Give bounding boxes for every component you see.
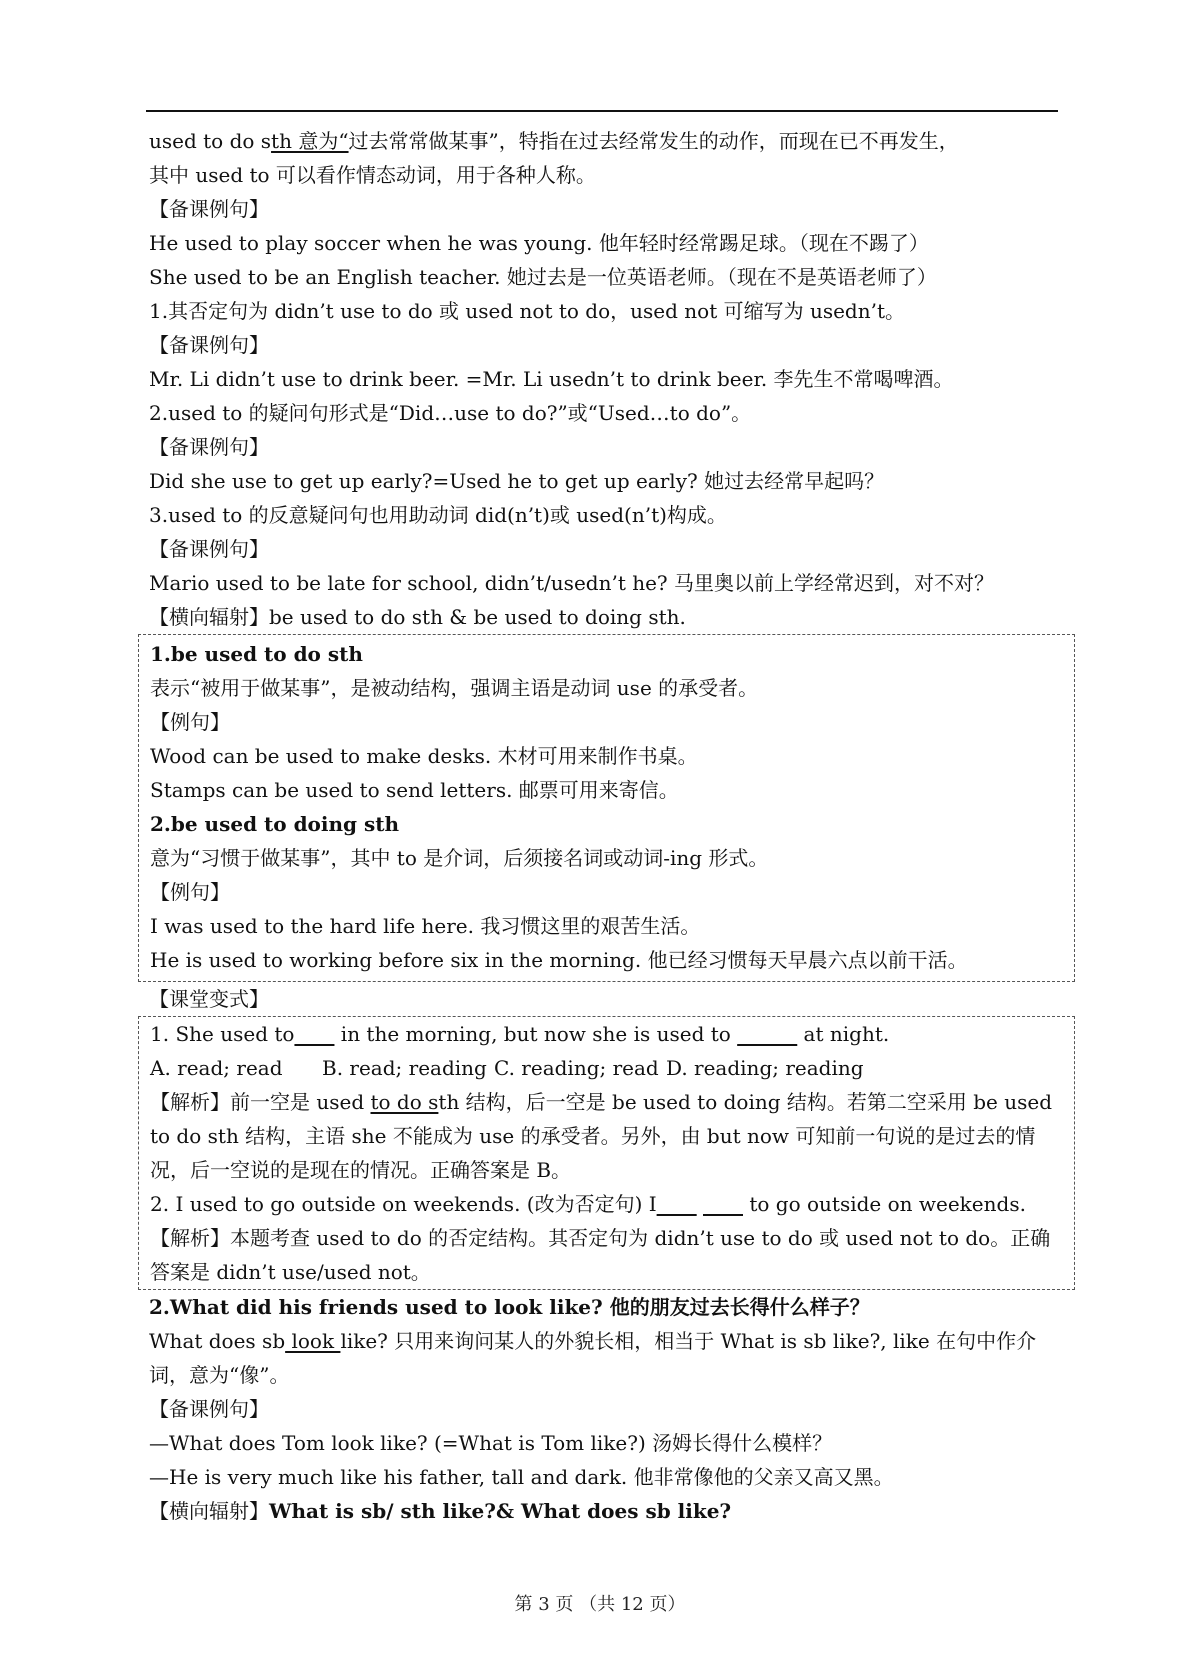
example-sentence: Stamps can be used to send letters. 邮票可用来寄信。	[150, 778, 679, 802]
example-sentence: Mario used to be late for school, didn’t/usedn’t he? 马里奥以前上学经常迟到，对不对？	[149, 571, 995, 595]
question-2	[150, 1187, 1064, 1221]
text-span: 【横向辐射】	[149, 1499, 269, 1523]
text-span: at night.	[797, 1022, 890, 1046]
dialogue-line: —He is very much like his father, tall and dark. 他非常像他的父亲又高又黑。	[149, 1465, 894, 1489]
blank: ____	[294, 1022, 335, 1046]
text-span: 2. I used to go outside on weekends. (改为否定句) I	[150, 1192, 657, 1216]
option-a: A. read; read	[150, 1056, 283, 1080]
underlined-text: to do s	[370, 1090, 439, 1114]
text-span: like? 只用来询问某人的外貌长相，相当于 What is sb like?, like 在句中作介词，意为“像”。	[149, 1329, 1037, 1387]
section-label: 【例句】	[150, 880, 230, 904]
analysis-2: 【解析】本题考查 used to do 的否定结构。其否定句为 didn’t use to do 或 used not to do。正确答案是 didn’t use/used not。	[150, 1226, 1051, 1284]
box-heading: 2.be used to doing sth	[150, 812, 400, 836]
section-label: 【备课例句】	[149, 435, 269, 459]
question-1	[150, 1017, 1064, 1051]
blank: ____	[656, 1192, 697, 1216]
rule-point: 1.其否定句为 didn’t use to do 或 used not to do，used not 可缩写为 usedn’t。	[149, 299, 906, 323]
part-title: 2.What did his friends used to look like? 他的朋友过去长得什么样子？	[149, 1295, 870, 1319]
box-text: 意为“习惯于做某事”，其中 to 是介词，后须接名词或动词-ing 形式。	[150, 846, 769, 870]
example-sentence: She used to be an English teacher. 她过去是一位英语老师。（现在不是英语老师了）	[149, 265, 937, 289]
text-span: to go outside on weekends.	[743, 1192, 1026, 1216]
bold-text: What is sb/ sth like?& What does sb like?	[269, 1499, 732, 1523]
section-label: 【备课例句】	[149, 1397, 269, 1421]
section-label: 【备课例句】	[149, 537, 269, 561]
blank: ______	[737, 1022, 798, 1046]
section-label: 【备课例句】	[149, 197, 269, 221]
section-label: 【课堂变式】	[149, 987, 269, 1011]
option-b: B. read; reading	[322, 1056, 487, 1080]
section-label: 【备课例句】	[149, 333, 269, 357]
example-sentence: He used to play soccer when he was young. 他年轻时经常踢足球。（现在不踢了）	[149, 231, 929, 255]
rule-point: 3.used to 的反意疑问句也用助动词 did(n’t)或 used(n’t)构成。	[149, 503, 727, 527]
text-span: th 结构，后一空是 be used to doing 结构。若第二空采用 be used to do sth 结构，主语 she 不能成为 use 的承受者。另外，由 but now 可知前一句说的是过去的情况，后一空说的是现在的情况。正确答案是 B。	[150, 1090, 1053, 1182]
extension-box	[138, 634, 1075, 982]
text-span: What does sb	[149, 1329, 286, 1353]
example-sentence: I was used to the hard life here. 我习惯这里的艰苦生活。	[150, 914, 701, 938]
example-sentence: Wood can be used to make desks. 木材可用来制作书桌。	[150, 744, 698, 768]
box-heading: 1.be used to do sth	[150, 642, 363, 666]
part-text	[149, 1324, 1055, 1392]
page-footer: 第 3 页 （共 12 页）	[514, 1594, 686, 1615]
example-sentence: Mr. Li didn’t use to drink beer. =Mr. Li usedn’t to drink beer. 李先生不常喝啤酒。	[149, 367, 954, 391]
dialogue-line: —What does Tom look like? (=What is Tom like?) 汤姆长得什么模样？	[149, 1431, 833, 1455]
text-span: 过去常常做某事”，特指在过去经常发生的动作，而现在已不再发生，	[348, 129, 959, 153]
text-span: used to do s	[149, 129, 272, 153]
text-span: 【解析】前一空是 used	[150, 1090, 371, 1114]
example-sentence: He is used to working before six in the morning. 他已经习惯每天早晨六点以前干活。	[150, 948, 968, 972]
analysis-1	[150, 1085, 1064, 1187]
header-rule	[146, 110, 1058, 112]
example-sentence: Did she use to get up early?=Used he to get up early? 她过去经常早起吗？	[149, 469, 885, 493]
text-line: 其中 used to 可以看作情态动词，用于各种人称。	[149, 163, 596, 187]
text-span: 1. She used to	[150, 1022, 295, 1046]
exercise-box	[138, 1016, 1075, 1290]
text-line	[149, 124, 1055, 158]
section-label	[149, 1494, 1055, 1528]
box-text: 表示“被用于做某事”，是被动结构，强调主语是动词 use 的承受者。	[150, 676, 759, 700]
page-content	[149, 124, 1055, 1528]
rule-point: 2.used to 的疑问句形式是“Did…use to do?”或“Used…to do”。	[149, 401, 752, 425]
section-label: 【横向辐射】be used to do sth & be used to doing sth.	[149, 605, 686, 629]
section-label: 【例句】	[150, 710, 230, 734]
blank: ____	[703, 1192, 743, 1216]
options-row	[150, 1051, 1064, 1085]
text-span: in the morning, but now she is used to	[334, 1022, 738, 1046]
option-c: C. reading; read	[494, 1056, 659, 1080]
option-d: D. reading; reading	[666, 1056, 864, 1080]
underlined-text: th 意为“	[271, 129, 349, 153]
underlined-text: look	[285, 1329, 341, 1353]
